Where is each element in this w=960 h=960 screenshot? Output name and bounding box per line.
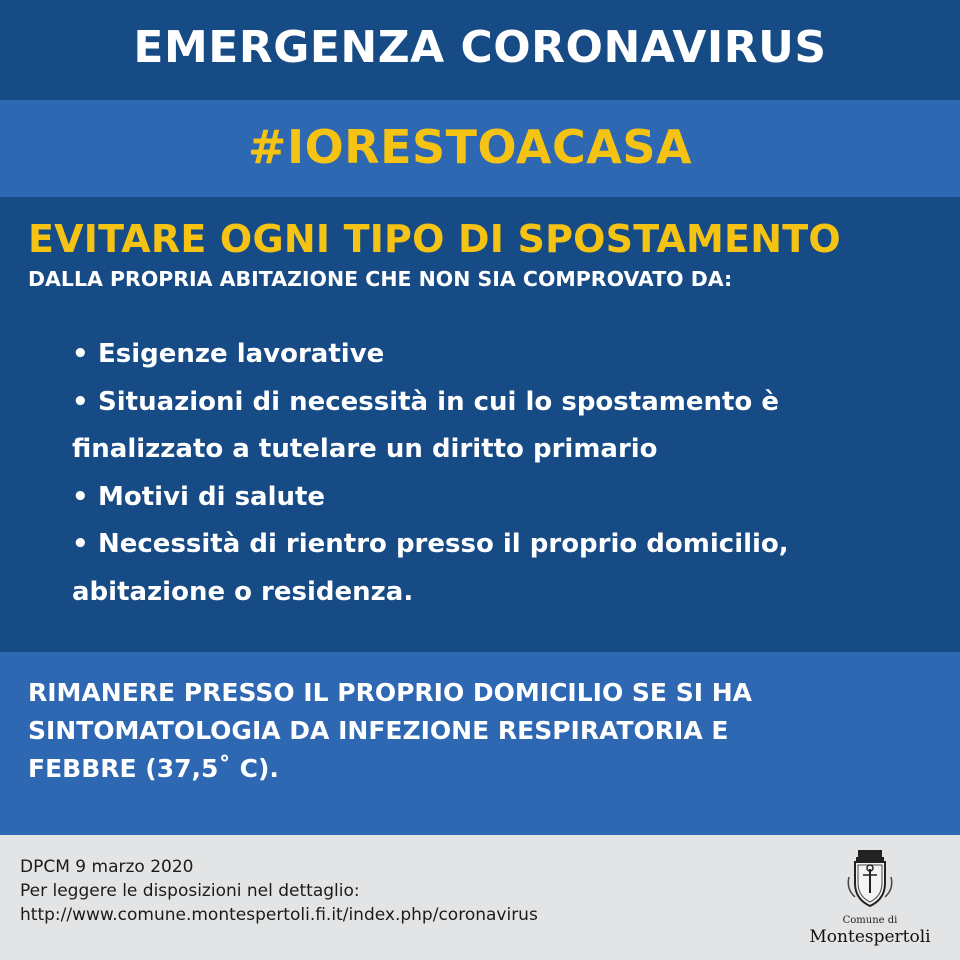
warning-line: RIMANERE PRESSO IL PROPRIO DOMICILIO SE SI HA <box>28 678 752 707</box>
list-item-text: Situazioni di necessità in cui lo spostamento è <box>98 386 779 417</box>
footer <box>0 835 960 960</box>
title-band <box>0 0 960 100</box>
details-caption: Per leggere le disposizioni nel dettaglio: <box>20 881 360 901</box>
logo-name: Montespertoli <box>809 927 931 947</box>
logo-caption: Comune di <box>842 915 898 926</box>
decree-reference: DPCM 9 marzo 2020 <box>20 857 194 877</box>
bullet-icon: • <box>72 339 89 369</box>
hashtag-band <box>0 100 960 197</box>
list-item-text: finalizzato a tutelare un diritto primario <box>72 434 658 464</box>
crest-icon <box>846 849 894 909</box>
footer-text <box>20 855 538 927</box>
municipality-logo <box>790 843 950 953</box>
list-item-text: Esigenze lavorative <box>98 339 385 369</box>
main-panel <box>0 197 960 652</box>
list-item <box>72 569 932 617</box>
bullet-icon: • <box>72 529 89 559</box>
list-item <box>72 379 932 427</box>
details-url: http://www.comune.montespertoli.fi.it/index.php/coronavirus <box>20 905 538 925</box>
warning-band <box>0 652 960 835</box>
list-item <box>72 331 932 379</box>
list-item <box>72 426 932 474</box>
list-item <box>72 474 932 522</box>
warning-line: SINTOMATOLOGIA DA INFEZIONE RESPIRATORIA E <box>28 716 729 745</box>
subheadline: DALLA PROPRIA ABITAZIONE CHE NON SIA COMPROVATO DA: <box>28 267 733 291</box>
page-title: EMERGENZA CORONAVIRUS <box>133 22 827 73</box>
list-item-text: Necessità di rientro presso il proprio domicilio, <box>98 529 789 559</box>
hashtag: #IORESTOACASA <box>247 120 693 174</box>
exceptions-list <box>72 331 932 616</box>
bullet-icon: • <box>72 386 89 417</box>
headline: EVITARE OGNI TIPO DI SPOSTAMENTO <box>28 217 841 261</box>
bullet-icon: • <box>72 481 89 512</box>
warning-text <box>28 674 928 788</box>
list-item-text: Motivi di salute <box>98 481 326 512</box>
list-item <box>72 521 932 569</box>
warning-line: FEBBRE (37,5˚ C). <box>28 754 279 783</box>
list-item-text: abitazione o residenza. <box>72 576 414 607</box>
